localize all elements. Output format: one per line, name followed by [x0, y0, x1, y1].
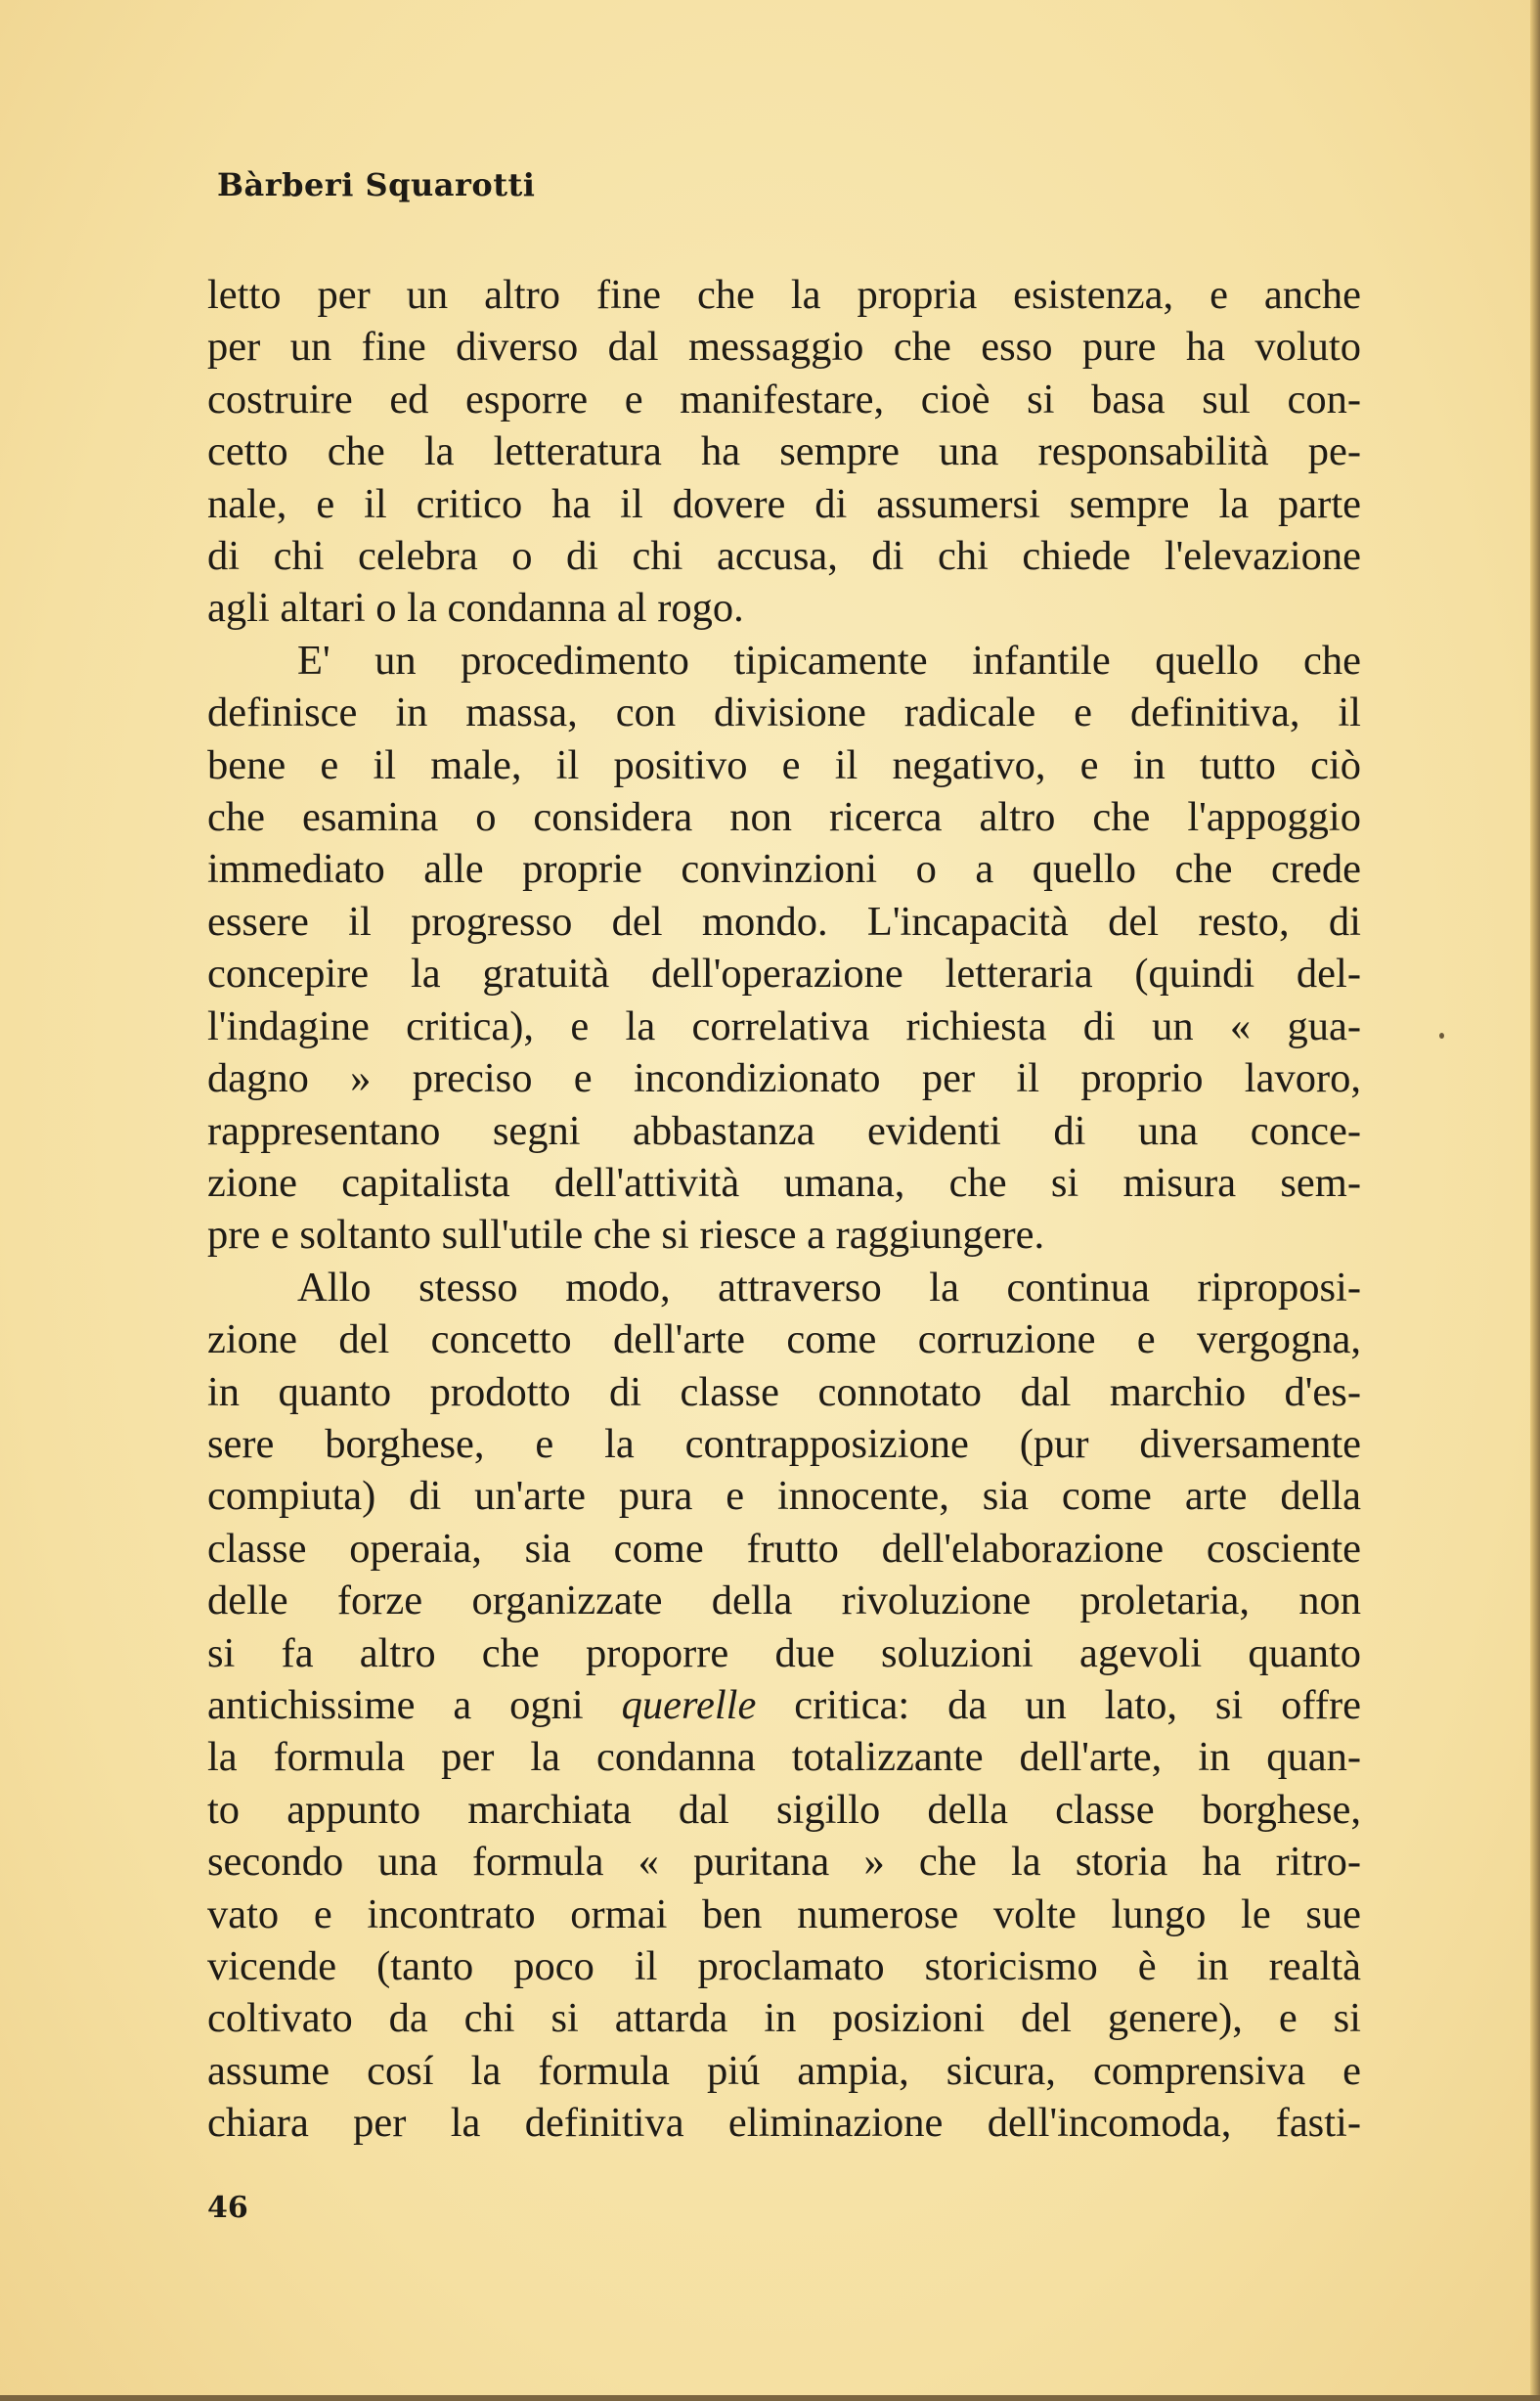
- text-line: in quanto prodotto di classe connotato dal marchio d'es-: [207, 1368, 1361, 1415]
- text-line: delle forze organizzate della rivoluzione proletaria, non: [207, 1578, 1361, 1624]
- text-line: immediato alle proprie convinzioni o a quello che crede: [207, 846, 1361, 893]
- text-line: cetto che la letteratura ha sempre una responsabilità pe-: [207, 428, 1361, 475]
- text-line-querelle: [207, 1679, 1361, 1731]
- text-line: definisce in massa, con divisione radicale e definitiva, il: [207, 689, 1361, 736]
- page-number: 46: [207, 2191, 248, 2225]
- text-line: zione capitalista dell'attività umana, che si misura sem-: [207, 1159, 1361, 1206]
- text-line: dagno » preciso e incondizionato per il proprio lavoro,: [207, 1055, 1361, 1102]
- text-line: E' un procedimento tipicamente infantile quello che: [297, 637, 1361, 684]
- text-line: bene e il male, il positivo e il negativo, e in tutto ciò: [207, 741, 1361, 788]
- page-edge-bottom: [0, 2395, 1540, 2401]
- text-line: costruire ed esporre e manifestare, cioè si basa sul con-: [207, 376, 1361, 422]
- text-line: nale, e il critico ha il dovere di assumersi sempre la parte: [207, 480, 1361, 527]
- italic-word: querelle: [621, 1681, 757, 1728]
- text-line: zione del concetto dell'arte come corruzione e vergogna,: [207, 1316, 1361, 1363]
- text-line: vato e incontrato ormai ben numerose volte lungo le sue: [207, 1890, 1361, 1937]
- text-line: classe operaia, sia come frutto dell'elaborazione cosciente: [207, 1525, 1361, 1572]
- text-line: essere il progresso del mondo. L'incapacità del resto, di: [207, 898, 1361, 945]
- text-line: vicende (tanto poco il proclamato storicismo è in realtà: [207, 1943, 1361, 1989]
- text-line: assume cosí la formula piú ampia, sicura, comprensiva e: [207, 2047, 1361, 2094]
- text-line: secondo una formula « puritana » che la storia ha ritro-: [207, 1839, 1361, 1886]
- page-edge-right: [1530, 0, 1540, 2401]
- text-line: sere borghese, e la contrapposizione (pur diversamente: [207, 1420, 1361, 1467]
- querelle-line-after: critica: da un lato, si offre: [756, 1681, 1361, 1728]
- text-line: coltivato da chi si attarda in posizioni del genere), e si: [207, 1995, 1361, 2042]
- querelle-line-before: antichissime a ogni: [207, 1681, 622, 1728]
- text-line: letto per un altro fine che la propria esistenza, e anche: [207, 272, 1361, 318]
- text-line: to appunto marchiata dal sigillo della classe borghese,: [207, 1786, 1361, 1833]
- text-line: compiuta) di un'arte pura e innocente, sia come arte della: [207, 1473, 1361, 1520]
- text-line: si fa altro che proporre due soluzioni agevoli quanto: [207, 1629, 1361, 1676]
- text-line: che esamina o considera non ricerca altro che l'appoggio: [207, 794, 1361, 841]
- text-line: l'indagine critica), e la correlativa richiesta di un « gua-: [207, 1002, 1361, 1049]
- text-line: agli altari o la condanna al rogo.: [207, 585, 744, 632]
- paper-speck: [1439, 1033, 1444, 1039]
- text-line: la formula per la condanna totalizzante dell'arte, in quan-: [207, 1734, 1361, 1781]
- text-line: chiara per la definitiva eliminazione dell'incomoda, fasti-: [207, 2100, 1361, 2147]
- body-text: [207, 269, 1361, 2150]
- text-line: concepire la gratuità dell'operazione letteraria (quindi del-: [207, 951, 1361, 998]
- text-line: pre e soltanto sull'utile che si riesce a raggiungere.: [207, 1212, 1045, 1259]
- text-line: per un fine diverso dal messaggio che esso pure ha voluto: [207, 324, 1361, 371]
- text-line: rappresentano segni abbastanza evidenti di una conce-: [207, 1107, 1361, 1154]
- text-line: di chi celebra o di chi accusa, di chi chiede l'elevazione: [207, 533, 1361, 580]
- text-line: Allo stesso modo, attraverso la continua riproposi-: [297, 1264, 1361, 1311]
- running-head: Bàrberi Squarotti: [217, 166, 536, 203]
